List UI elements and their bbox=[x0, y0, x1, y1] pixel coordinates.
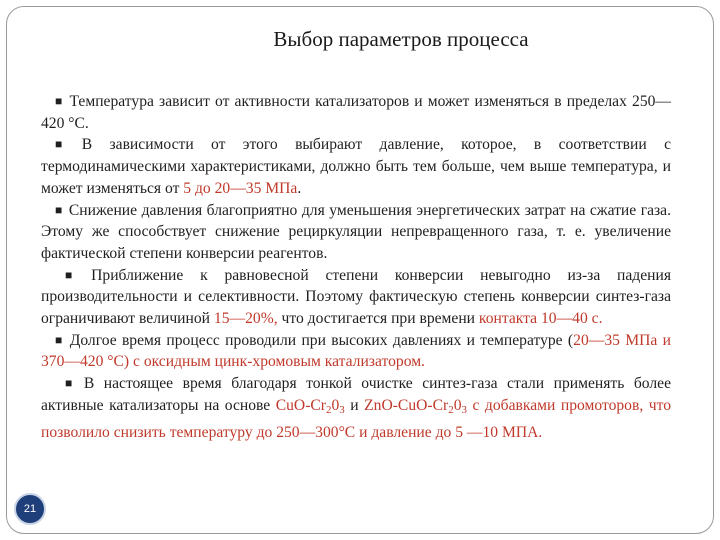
bullet-icon: ■ bbox=[55, 94, 64, 108]
paragraph-pressure-reduction: ■ Снижение давления благоприятно для уменьшения энергетических затрат на сжатие газа. Этому же способствует снижение рециркуляции непревращенного газа, т. е. увеличение фактической степени конверсии реагентов. bbox=[41, 201, 672, 262]
page-number-badge: 21 bbox=[14, 493, 46, 525]
catalyst-formula-2: ZnO-$CuO-Cr_20_3$ bbox=[364, 396, 467, 416]
paragraph-history: ■ Долгое время процесс проводили при высоких давлениях и температуре (20—35 МПа и 370—420 °С) с оксидным цинк-хромовым катализатором. bbox=[41, 331, 671, 371]
highlight-text: 5 до 20—35 МПа bbox=[183, 179, 298, 197]
bullet-icon: ■ bbox=[55, 137, 76, 152]
highlight-text: 20—35 МПа и 370—420 °С) с оксидным цинк-хромовым катализатором. bbox=[41, 331, 671, 371]
bullet-icon: ■ bbox=[55, 202, 63, 217]
slide-title: Выбор параметров процесса bbox=[273, 27, 529, 51]
highlight-text: контакта 10—40 с. bbox=[478, 310, 603, 328]
paragraph-equilibrium: ■ Приближение к равновесной степени конверсии невыгодно из-за падения производительности и селективности. Поэтому фактическую степень конверсии синтез-газа ограничивают величиной 15—20%, что достигается при времени контакта 10—40 с. bbox=[41, 266, 672, 328]
bullet-icon: ■ bbox=[55, 332, 64, 347]
highlight-text: с добавками промоторов, что позволило снизить температуру до 250—300°С и давление до 5 —10 МПА. bbox=[41, 396, 671, 441]
bullet-icon: ■ bbox=[65, 376, 78, 391]
paragraph-modern-catalysts: ■ В настоящее время благодаря тонкой очистке синтез-газа стали применять более активные катализаторы на основе CuO-$Cr_20_3$ и ZnO-$CuO-Cr_20_3$ с добавками промоторов, что позволило снизить температуру до 250—300°С и давление до 5 —10 МПА. bbox=[41, 375, 672, 441]
highlight-text: 15—20%, bbox=[213, 310, 278, 328]
slide-frame bbox=[6, 6, 714, 534]
paragraph-pressure: ■ В зависимости от этого выбирают давление, которое, в соответствии с термодинамическими характеристиками, должно быть тем больше, чем выше температура, и может изменяться от 5 до 20—35 МПа. bbox=[41, 136, 671, 197]
catalyst-formula-1: CuO-$Cr_20_3$ bbox=[275, 396, 345, 416]
slide-body bbox=[41, 91, 671, 443]
bullet-icon: ■ bbox=[65, 267, 86, 282]
paragraph-temperature: ■ Температура зависит от активности катализаторов и может изменяться в пределах 250—420 °С. bbox=[41, 93, 672, 132]
